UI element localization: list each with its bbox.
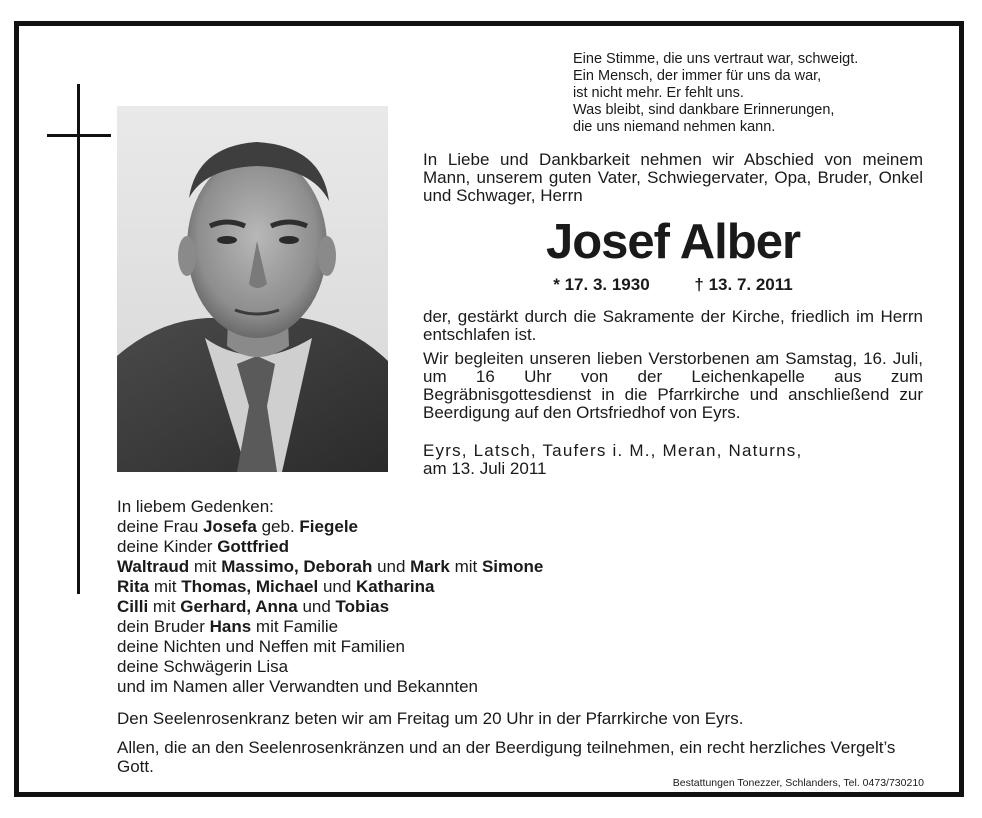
poem-line: die uns niemand nehmen kann.: [573, 119, 776, 135]
mourner-line: Rita mit Thomas, Michael und Katharina: [117, 577, 435, 596]
mourner-line: dein Bruder Hans mit Familie: [117, 617, 339, 636]
funeral-home-credit: Bestattungen Tonezzer, Schlanders, Tel. 0473/730210: [672, 777, 924, 789]
deceased-name: Josef Alber: [545, 215, 801, 269]
birth-date: * 17. 3. 1930: [553, 275, 650, 294]
death-date: † 13. 7. 2011: [694, 275, 793, 294]
thanks-note: Allen, die an den Seelenrosenkränzen und an der Beerdigung teilnehmen, ein recht herzliches Vergelt’s Gott.: [117, 738, 896, 776]
notice-date: am 13. Juli 2011: [423, 459, 547, 478]
poem-line: ist nicht mehr. Er fehlt uns.: [573, 85, 744, 101]
cross-vertical-bar: [77, 84, 80, 594]
mourner-places: Eyrs, Latsch, Taufers i. M., Meran, Naturns,: [423, 441, 803, 460]
rosary-announcement: Den Seelenrosenkranz beten wir am Freitag um 20 Uhr in der Pfarrkirche von Eyrs.: [117, 709, 744, 728]
poem-line: Ein Mensch, der immer für uns da war,: [573, 68, 822, 84]
mourner-line: Cilli mit Gerhard, Anna und Tobias: [117, 597, 390, 616]
mourner-line: deine Kinder Gottfried: [117, 537, 289, 556]
sacrament-paragraph: der, gestärkt durch die Sakramente der Kirche, friedlich im Herrn entschlafen ist.: [423, 307, 923, 344]
mourner-line: Waltraud mit Massimo, Deborah und Mark mit Simone: [117, 557, 544, 576]
life-dates: [423, 275, 923, 295]
mourner-line: deine Schwägerin Lisa: [117, 657, 289, 676]
intro-paragraph: In Liebe und Dankbarkeit nehmen wir Abschied von meinem Mann, unserem guten Vater, Schwiegervater, Opa, Bruder, Onkel und Schwager, Herrn: [423, 150, 923, 205]
poem-line: Eine Stimme, die uns vertraut war, schweigt.: [573, 51, 859, 67]
mourner-line: und im Namen aller Verwandten und Bekannten: [117, 677, 479, 696]
mourners-list: [117, 497, 677, 697]
memorial-poem: [573, 51, 943, 136]
portrait-photo: [117, 106, 388, 472]
cross-horizontal-bar: [47, 134, 111, 137]
mourner-line: deine Frau Josefa geb. Fiegele: [117, 517, 359, 536]
mourner-line: deine Nichten und Neffen mit Familien: [117, 637, 405, 656]
portrait-image: [117, 106, 388, 472]
mourners-heading: In liebem Gedenken:: [117, 497, 274, 516]
poem-line: Was bleibt, sind dankbare Erinnerungen,: [573, 102, 835, 118]
funeral-details-paragraph: Wir begleiten unseren lieben Verstorbenen am Samstag, 16. Juli, um 16 Uhr von der Leichenkapelle aus zum Begräbnisgottesdienst in die Pfarrkirche und anschließend zur Beerdigung auf den Ortsfriedhof von Eyrs.: [423, 349, 923, 422]
